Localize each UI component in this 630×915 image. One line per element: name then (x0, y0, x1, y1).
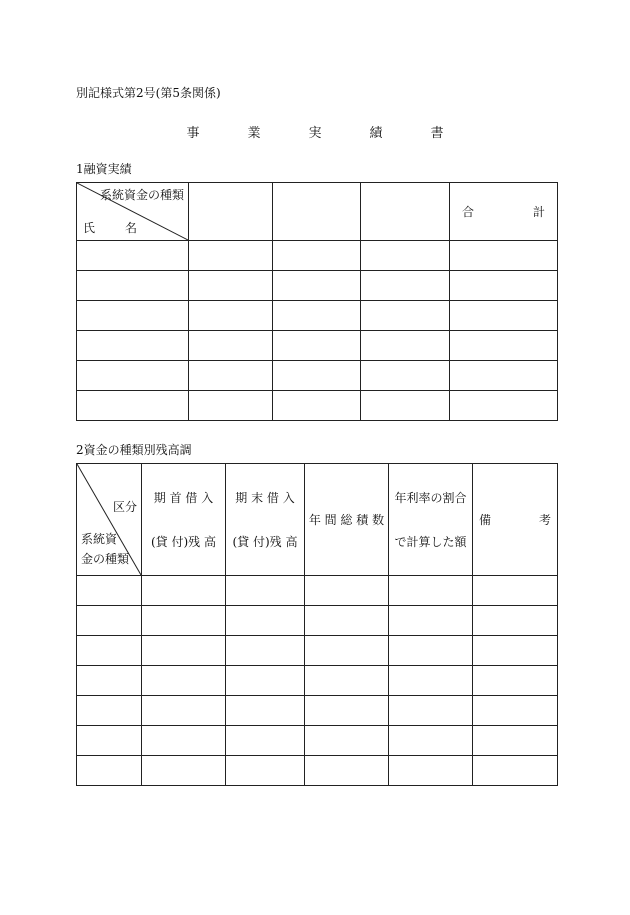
name-label: 氏 名 (83, 221, 138, 235)
fund-column-header[interactable] (361, 183, 450, 241)
financing-results-table (76, 182, 558, 421)
closing-balance-header: 期 末 借 入 (貸 付)残 高 (226, 464, 305, 576)
table-row (77, 241, 558, 271)
table-row (77, 666, 558, 696)
title-char: 績 (369, 126, 383, 141)
table-row (77, 331, 558, 361)
table-row (77, 606, 558, 636)
document-title (0, 122, 630, 141)
table-row (77, 271, 558, 301)
annual-total-header: 年 間 総 積 数 (305, 464, 389, 576)
form-number: 別記様式第2号(第5条関係) (76, 86, 221, 100)
remarks-header: 備 考 (473, 464, 558, 576)
section1-heading: 1融資実績 (76, 162, 132, 176)
table-row (77, 636, 558, 666)
annual-rate-header: 年利率の割合 で計算した額 (389, 464, 473, 576)
table-row (77, 361, 558, 391)
total-header: 合 計 (450, 183, 558, 241)
table-row (77, 391, 558, 421)
title-char: 書 (430, 126, 444, 141)
fund-type-label: 系統資 金の種類 (81, 532, 130, 566)
diagonal-header-cell (77, 464, 142, 576)
title-char: 事 (186, 126, 200, 141)
category-label: 区分 (112, 500, 137, 514)
fund-column-header[interactable] (189, 183, 273, 241)
opening-balance-header: 期 首 借 入 (貸 付)残 高 (142, 464, 226, 576)
table-row (77, 301, 558, 331)
table-row (77, 576, 558, 606)
balance-by-fund-table (76, 463, 558, 786)
table-row (77, 756, 558, 786)
diagonal-header-cell (77, 183, 189, 241)
table-row (77, 696, 558, 726)
title-char: 実 (308, 126, 322, 141)
section2-heading: 2資金の種類別残高調 (76, 443, 192, 457)
fund-column-header[interactable] (273, 183, 361, 241)
table-row (77, 726, 558, 756)
title-char: 業 (247, 126, 261, 141)
fund-type-label: 系統資金の種類 (99, 188, 184, 202)
